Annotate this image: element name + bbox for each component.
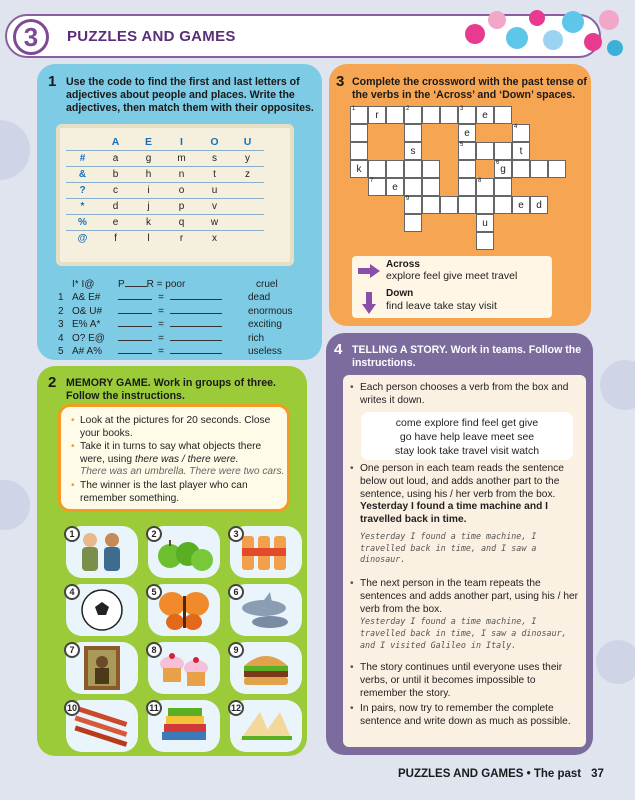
- equals-sign: =: [158, 305, 164, 317]
- story-bullet: [350, 463, 582, 566]
- code-cell: [231, 230, 264, 246]
- crossword-letter: g: [500, 164, 506, 175]
- code-cell: i: [132, 182, 165, 198]
- code-answer-list: [58, 278, 292, 358]
- code-cell: y: [231, 150, 264, 166]
- code-cell: w: [198, 214, 231, 230]
- code-cell: v: [198, 198, 231, 214]
- crossword-letter: u: [482, 218, 488, 229]
- picture-number: 12: [228, 700, 244, 716]
- bg-dot: [600, 360, 635, 410]
- code-row: [58, 305, 292, 318]
- verb-row: go have help leave meet see: [399, 431, 535, 443]
- clue-number: 3: [460, 106, 464, 112]
- crossword-cell[interactable]: [476, 232, 494, 250]
- equals-sign: =: [158, 319, 164, 331]
- instruction-bullet: • Look at the pictures for 20 seconds. Close your books.: [71, 415, 286, 440]
- crossword-cell[interactable]: [494, 178, 512, 196]
- crossword-cell[interactable]: [422, 196, 440, 214]
- exercise-3-number: 3: [336, 73, 345, 90]
- code-cell: r: [179, 232, 184, 244]
- crossword-cell[interactable]: [404, 160, 422, 178]
- code-header: I: [165, 134, 198, 150]
- code-cell: l: [147, 232, 150, 244]
- crossword-cell[interactable]: [458, 196, 476, 214]
- exercise-4-instructions: [352, 344, 581, 370]
- crossword-cell[interactable]: [386, 160, 404, 178]
- code-cell: c: [99, 182, 132, 198]
- crossword-cell[interactable]: [386, 106, 404, 124]
- crossword-cell[interactable]: [440, 106, 458, 124]
- crossword-cell[interactable]: [476, 178, 494, 196]
- crossword-cell[interactable]: [512, 160, 530, 178]
- exercise-2-instructions: [66, 377, 276, 403]
- crossword-cell[interactable]: [458, 178, 476, 196]
- code-symbol: &: [66, 166, 99, 182]
- crossword-cell[interactable]: [458, 124, 476, 142]
- page-footer: [398, 768, 604, 780]
- answer-blank[interactable]: [170, 345, 222, 354]
- crossword-cell[interactable]: [512, 124, 530, 142]
- code-cell: [231, 214, 264, 230]
- picture-number: 6: [228, 584, 244, 600]
- exercise-4-number: 4: [334, 341, 343, 358]
- clue-number: 7: [370, 178, 374, 184]
- code-cell: s: [198, 150, 231, 166]
- opposite-word: useless: [248, 345, 282, 357]
- crossword-cell[interactable]: [494, 106, 512, 124]
- answer-blank[interactable]: [118, 318, 152, 327]
- code-cell: z: [231, 166, 264, 182]
- item-code: A# A%: [72, 345, 103, 357]
- code-cell: f: [114, 232, 117, 244]
- crossword-letter: r: [375, 110, 379, 121]
- item-number: 5: [58, 345, 64, 357]
- bullet-example: Yesterday I found a time machine, I travelled back in time, I saw a dinosaur, and I visited Galileo in Italy.: [360, 616, 567, 650]
- instruction-line: adjectives about people and places. Write the: [66, 89, 295, 101]
- instruction-line: the verbs in the ‘Across’ and ‘Down’ spaces.: [352, 89, 576, 101]
- blank-line: [125, 278, 147, 287]
- instruction-line: adjectives, then match them with their opposites.: [66, 102, 314, 114]
- opposite-word: dead: [248, 292, 271, 304]
- clue-number: 6: [496, 160, 500, 166]
- example-word-end: R = poor: [146, 279, 186, 290]
- crossword-cell[interactable]: [458, 106, 476, 124]
- equals-sign: =: [158, 292, 164, 304]
- code-cell: q: [165, 214, 198, 230]
- example-answer: [118, 278, 206, 291]
- page-number: 37: [591, 768, 604, 780]
- arrow-down-icon: [362, 292, 376, 314]
- crossword-cell[interactable]: [422, 178, 440, 196]
- equals-sign: =: [158, 332, 164, 344]
- verb-row: stay look take travel visit watch: [394, 445, 540, 457]
- crossword-cell[interactable]: [476, 196, 494, 214]
- bullet-example: Yesterday I found a time machine, I travelled back in time, and I saw a dinosaur.: [360, 530, 537, 565]
- answer-blank[interactable]: [118, 345, 152, 354]
- item-code: A& E#: [72, 292, 101, 304]
- crossword-cell[interactable]: [422, 106, 440, 124]
- bg-dot: [0, 480, 30, 530]
- picture-number: 7: [64, 642, 80, 658]
- code-header: A: [99, 134, 132, 150]
- crossword-letter: e: [518, 200, 524, 211]
- code-symbol: *: [66, 198, 99, 214]
- answer-blank[interactable]: [118, 291, 152, 300]
- bullet-example: There was an umbrella. There were two cars.: [80, 466, 285, 478]
- example-code: I* I@: [72, 279, 95, 290]
- exercise-1-instructions: [66, 76, 314, 115]
- bullet-text: • The next person in the team repeats the sentences and adds another part, using his / her verb from the box.: [360, 578, 579, 615]
- across-label: Across: [386, 259, 420, 270]
- story-bullet: [350, 578, 582, 651]
- crossword-cell[interactable]: [458, 160, 476, 178]
- footer-title: PUZZLES AND GAMES • The past: [398, 768, 582, 780]
- crossword-cell[interactable]: [458, 142, 476, 160]
- crossword-cell[interactable]: [404, 124, 422, 142]
- crossword-cell[interactable]: [530, 196, 548, 214]
- code-cell: h: [132, 166, 165, 182]
- code-symbol: %: [66, 214, 99, 230]
- code-row: [58, 332, 292, 345]
- crossword-cell[interactable]: [350, 160, 368, 178]
- code-cell: u: [198, 182, 231, 198]
- clue-number: 5: [460, 142, 464, 148]
- down-words: find leave take stay visit: [386, 300, 497, 312]
- item-number: 2: [58, 305, 64, 317]
- crossword-cell[interactable]: [368, 178, 386, 196]
- crossword-letter: t: [519, 146, 523, 157]
- crossword-cell[interactable]: [404, 214, 422, 232]
- code-header: E: [132, 134, 165, 150]
- crossword-cell[interactable]: [440, 196, 458, 214]
- opposite-word: rich: [248, 332, 265, 344]
- code-header: O: [198, 134, 231, 150]
- down-label: Down: [386, 288, 414, 299]
- exercise-2-number: 2: [48, 374, 57, 391]
- code-cell: p: [165, 198, 198, 214]
- crossword-letter: k: [356, 164, 362, 175]
- story-bullet: • The story continues until everyone uses their verbs, or until it becomes impossible to remember the story.: [350, 662, 582, 700]
- opposite-word: enormous: [248, 305, 293, 317]
- crossword-cell[interactable]: [512, 142, 530, 160]
- answer-blank[interactable]: [118, 305, 152, 314]
- code-cell: [231, 182, 264, 198]
- crossword-cell[interactable]: [476, 142, 494, 160]
- spacer: [206, 278, 256, 291]
- picture-number: 11: [146, 700, 162, 716]
- picture-number: 3: [228, 526, 244, 542]
- code-cell: [231, 198, 264, 214]
- crossword-cell[interactable]: [494, 142, 512, 160]
- clue-number: 8: [478, 178, 482, 184]
- crossword-letter: d: [536, 200, 542, 211]
- bg-dot: [0, 120, 30, 180]
- story-bullet: • Each person chooses a verb from the box and writes it down.: [350, 382, 582, 408]
- opposite-word: cruel: [256, 279, 278, 290]
- instruction-line: Complete the crossword with the past tense of: [352, 76, 587, 88]
- picture-number: 10: [64, 700, 80, 716]
- memory-instructions-box: [58, 404, 290, 512]
- item-code: O& U#: [72, 305, 103, 317]
- code-cell: e: [99, 214, 132, 230]
- code-cell: d: [99, 198, 132, 214]
- bullet-bold: Yesterday I found a time machine and I travelled back in time.: [360, 501, 548, 526]
- clue-number: 1: [352, 106, 356, 112]
- picture-number: 4: [64, 584, 80, 600]
- crossword-cell[interactable]: [422, 160, 440, 178]
- code-symbol: @: [77, 232, 88, 244]
- story-bullet: • In pairs, now try to remember the complete sentence and write down as much as possible.: [350, 703, 582, 729]
- code-cell: g: [132, 150, 165, 166]
- crossword-cell[interactable]: [530, 160, 548, 178]
- item-number: 1: [58, 292, 64, 304]
- bullet-text: • One person in each team reads the sentence below out loud, and adds another part to the sentence, using his / her verb from the box.: [360, 463, 564, 500]
- clue-number: 4: [514, 124, 518, 130]
- code-cell: m: [165, 150, 198, 166]
- crossword-cell[interactable]: [350, 106, 368, 124]
- instruction-bullet: [71, 441, 286, 479]
- equals-sign: =: [158, 345, 164, 357]
- picture-number: 9: [228, 642, 244, 658]
- code-header: U: [231, 134, 264, 150]
- crossword-cell[interactable]: [350, 142, 368, 160]
- verb-box: [361, 412, 573, 460]
- bullet-italic: there was / there were.: [134, 453, 239, 465]
- unit-number: 3: [13, 19, 49, 55]
- crossword-cell[interactable]: [494, 196, 512, 214]
- code-symbol: ?: [66, 182, 99, 198]
- arrow-right-icon: [358, 264, 380, 278]
- crossword-cell[interactable]: [386, 178, 404, 196]
- crossword-cell[interactable]: [476, 106, 494, 124]
- code-cell: b: [99, 166, 132, 182]
- code-row: [58, 291, 292, 304]
- code-cell: o: [165, 182, 198, 198]
- crossword-cell[interactable]: [476, 214, 494, 232]
- item-code: O? E@: [72, 332, 105, 344]
- example-word-start: P: [118, 279, 125, 290]
- instruction-line: TELLING A STORY. Work in teams. Follow the: [352, 344, 582, 356]
- item-number: 4: [58, 332, 64, 344]
- exercise-1-number: 1: [48, 73, 57, 90]
- example-row: [58, 278, 292, 291]
- puzzle-decoration-icon: [455, 4, 625, 60]
- code-corner: [66, 134, 99, 150]
- bullet-text: Take it in turns to say what objects there were, using: [80, 441, 262, 465]
- picture-number: 2: [146, 526, 162, 542]
- crossword-cell[interactable]: [368, 106, 386, 124]
- crossword-cell[interactable]: [404, 142, 422, 160]
- code-cell: j: [132, 198, 165, 214]
- picture-number: 5: [146, 584, 162, 600]
- item-number: 3: [58, 319, 64, 331]
- crossword-letter: e: [482, 110, 488, 121]
- code-cell: a: [99, 150, 132, 166]
- opposite-word: exciting: [248, 319, 282, 331]
- clue-number: 9: [406, 196, 410, 202]
- picture-number: 1: [64, 526, 80, 542]
- crossword-cell[interactable]: [404, 106, 422, 124]
- code-symbol: #: [66, 150, 99, 166]
- code-cell: k: [132, 214, 165, 230]
- bg-dot: [596, 640, 635, 684]
- exercise-3-instructions: [352, 76, 587, 102]
- crossword-letter: e: [464, 128, 470, 139]
- verb-row: come explore find feel get give: [395, 417, 539, 429]
- code-cell: t: [198, 166, 231, 182]
- code-cell: n: [165, 166, 198, 182]
- crossword-cell[interactable]: [548, 160, 566, 178]
- instruction-line: Use the code to find the first and last letters of: [66, 76, 300, 88]
- answer-blank[interactable]: [170, 305, 222, 314]
- crossword-cell[interactable]: [512, 196, 530, 214]
- crossword-cell[interactable]: [368, 160, 386, 178]
- crossword-cell[interactable]: [350, 124, 368, 142]
- picture-number: 8: [146, 642, 162, 658]
- instruction-line: MEMORY GAME. Work in groups of three.: [66, 377, 276, 389]
- crossword-cell[interactable]: [404, 196, 422, 214]
- answer-blank[interactable]: [170, 318, 222, 327]
- crossword-cell[interactable]: [494, 160, 512, 178]
- code-row: [58, 318, 292, 331]
- instruction-line: Follow the instructions.: [66, 390, 185, 402]
- crossword-cell[interactable]: [404, 178, 422, 196]
- across-words: explore feel give meet travel: [386, 270, 518, 282]
- answer-blank[interactable]: [118, 332, 152, 341]
- page-title: PUZZLES AND GAMES: [67, 28, 236, 45]
- code-cell: x: [212, 232, 217, 244]
- crossword-letter: s: [410, 146, 416, 157]
- item-code: E% A*: [72, 319, 101, 331]
- answer-blank[interactable]: [170, 291, 222, 300]
- instruction-bullet: • The winner is the last player who can remember something.: [71, 480, 286, 505]
- answer-blank[interactable]: [170, 332, 222, 341]
- code-table: [66, 134, 264, 246]
- instruction-line: instructions.: [352, 357, 416, 369]
- clue-number: 2: [406, 106, 410, 112]
- crossword-letter: e: [392, 182, 398, 193]
- code-row: [58, 345, 292, 358]
